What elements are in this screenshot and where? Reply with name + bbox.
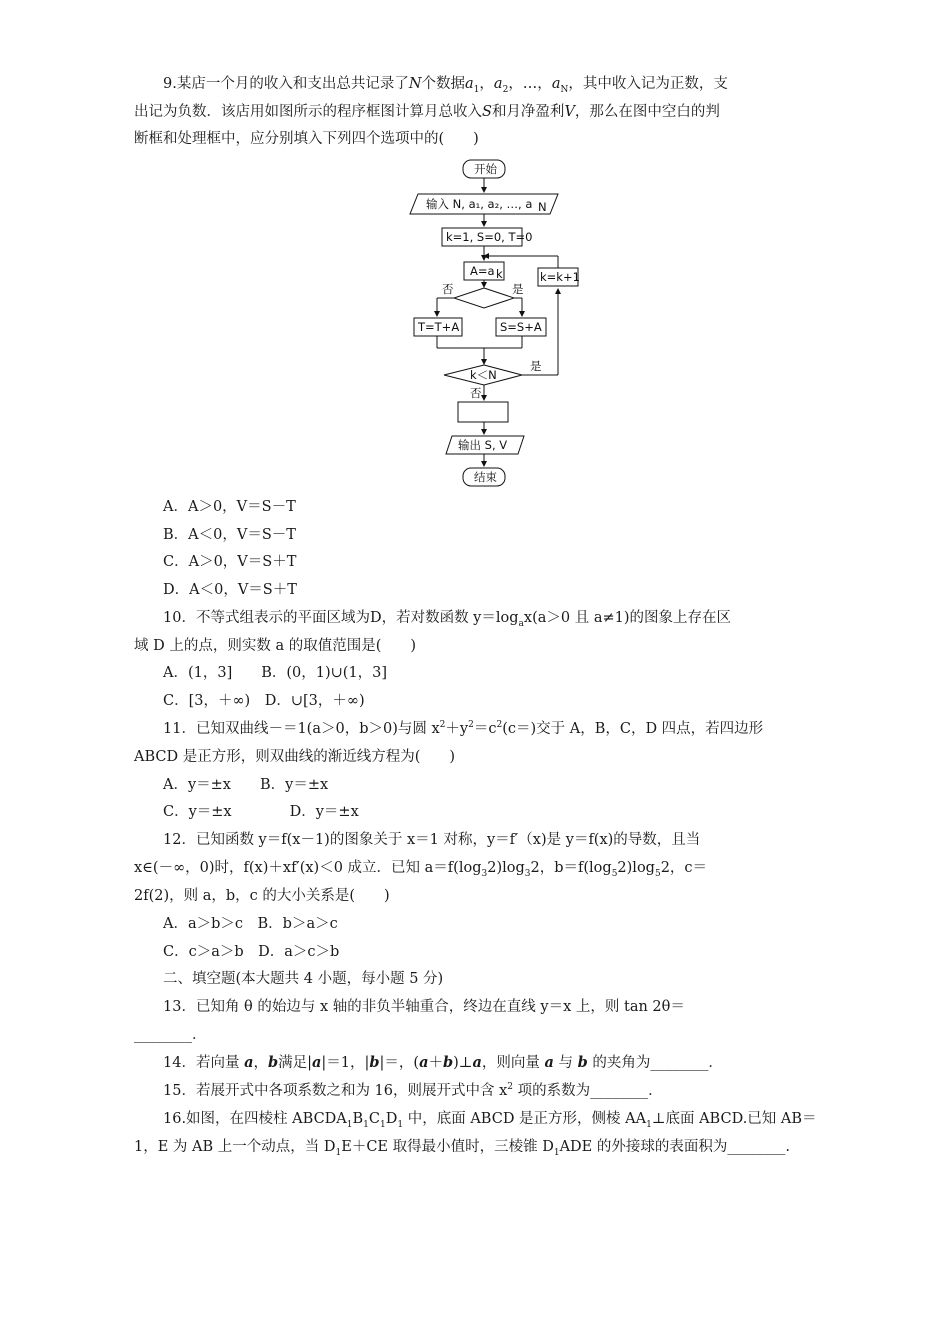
flow-cond2-label: k＜N	[470, 368, 497, 382]
flow-incr-label: k=k+1	[540, 270, 580, 284]
q16-line-2: 1，E 为 AB 上一个动点，当 $D_1E+CE$ 取得最小值时，三棱锥 $D_1ADE$ 的外接球的表面积为________.	[134, 1139, 790, 1158]
q11-options-1: A．y＝±x B．y＝±x	[163, 777, 329, 793]
q9-line-3: 断框和处理框中，应分别填入下列四个选项中的( )	[134, 131, 479, 147]
q12-options-1: A．a＞b＞c B．b＞a＞c	[163, 916, 338, 932]
q9-option-c: C．A＞0，V＝S＋T	[163, 554, 297, 570]
q13-line-2: ________．	[134, 1027, 207, 1043]
flow-decision-empty	[454, 288, 514, 308]
q9-option-d: D．A＜0，V＝S＋T	[163, 582, 297, 598]
q10-options-1: A．(1，3] B．(0，1)∪(1，3]	[163, 665, 388, 681]
q10-options-2: C．[3，＋∞) D．∪[3，＋∞)	[163, 693, 365, 709]
flow-init-label: k=1, S=0, T=0	[446, 230, 533, 244]
q9-option-a: A．A＞0，V＝S－T	[163, 499, 296, 515]
flow-assign-sub: k	[496, 267, 503, 281]
flow-right-label: S=S+A	[500, 320, 542, 334]
q10-line-1: 10．不等式组表示的平面区域为D，若对数函数 $y=\log_ax(a>0$ 且 a≠1)的图象上存在区	[163, 610, 732, 629]
q15-line: 15．若展开式中各项系数之和为 16，则展开式中含 $x^2$ 项的系数为________．	[163, 1082, 663, 1099]
flow-no2-label: 否	[470, 386, 482, 400]
q12-line-1: 12．已知函数 y＝f(x－1)的图象关于 x＝1 对称，y＝f′（x)是 y＝f(x)的导数，且当	[163, 832, 701, 848]
flow-left-label: T=T+A	[418, 320, 460, 334]
q12-line-2: x∈(－∞，0)时，f(x)＋xf′(x)＜0 成立．已知 $a=f(\log_32)\log_32$，$b=f(\log_52)\log_52$，c＝	[134, 860, 708, 879]
q11-line-2: ABCD 是正方形，则双曲线的渐近线方程为( )	[134, 749, 456, 765]
q9-line-2: 出记为负数．该店用如图所示的程序框图计算月总收入S和月净盈利V，那么在图中空白的判	[134, 104, 720, 120]
q13-line-1: 13．已知角 θ 的始边与 x 轴的非负半轴重合，终边在直线 y＝x 上，则 tan 2θ＝	[163, 999, 685, 1015]
flow-input-label: 输入 N, a₁, a₂, …, a	[426, 197, 533, 211]
flow-yes1-label: 是	[512, 282, 524, 296]
q11-line-1: 11．已知双曲线－＝1(a＞0，b＞0)与圆 $x^2+y^2=c^2(c=)$交于 A，B，C，D 四点，若四边形	[163, 720, 764, 737]
flow-input-sub: N	[538, 200, 547, 214]
flow-assign-label: A=a	[470, 264, 495, 278]
q11-options-2: C．y＝±x D．y＝±x	[163, 804, 359, 820]
q12-line-3: 2f(2)，则 a，b，c 的大小关系是( )	[134, 888, 390, 904]
flow-output-label: 输出 S, V	[458, 438, 508, 452]
flowchart	[400, 152, 580, 492]
q10-line-2: 域 D 上的点，则实数 a 的取值范围是( )	[134, 638, 417, 654]
q16-line-1: 16.如图，在四棱柱 $ABCDA_1B_1C_1D_1$ 中，底面 ABCD 是正方形，侧棱 $AA_1\perp$底面 ABCD.已知 AB＝	[163, 1111, 817, 1130]
flow-empty-process-box	[458, 402, 508, 422]
flow-start-label: 开始	[474, 162, 497, 176]
flow-end-label: 结束	[474, 470, 497, 484]
q14-line: 14．若向量 a，b满足|a|＝1，|b|＝，(a＋b)⊥a，则向量 a 与 b 的夹角为________．	[163, 1054, 723, 1071]
section-2-heading: 二、填空题(本大题共 4 小题，每小题 5 分)	[163, 971, 444, 987]
q9-option-b: B．A＜0，V＝S－T	[163, 527, 296, 543]
q9-line-1: 9.某店一个月的收入和支出总共记录了N个数据$a_1$，$a_2$，…，$a_N$，其中收入记为正数，支	[163, 76, 728, 95]
flow-no1-label: 否	[442, 282, 454, 296]
flow-yes2-label: 是	[530, 359, 542, 373]
q12-options-2: C．c＞a＞b D．a＞c＞b	[163, 944, 340, 960]
